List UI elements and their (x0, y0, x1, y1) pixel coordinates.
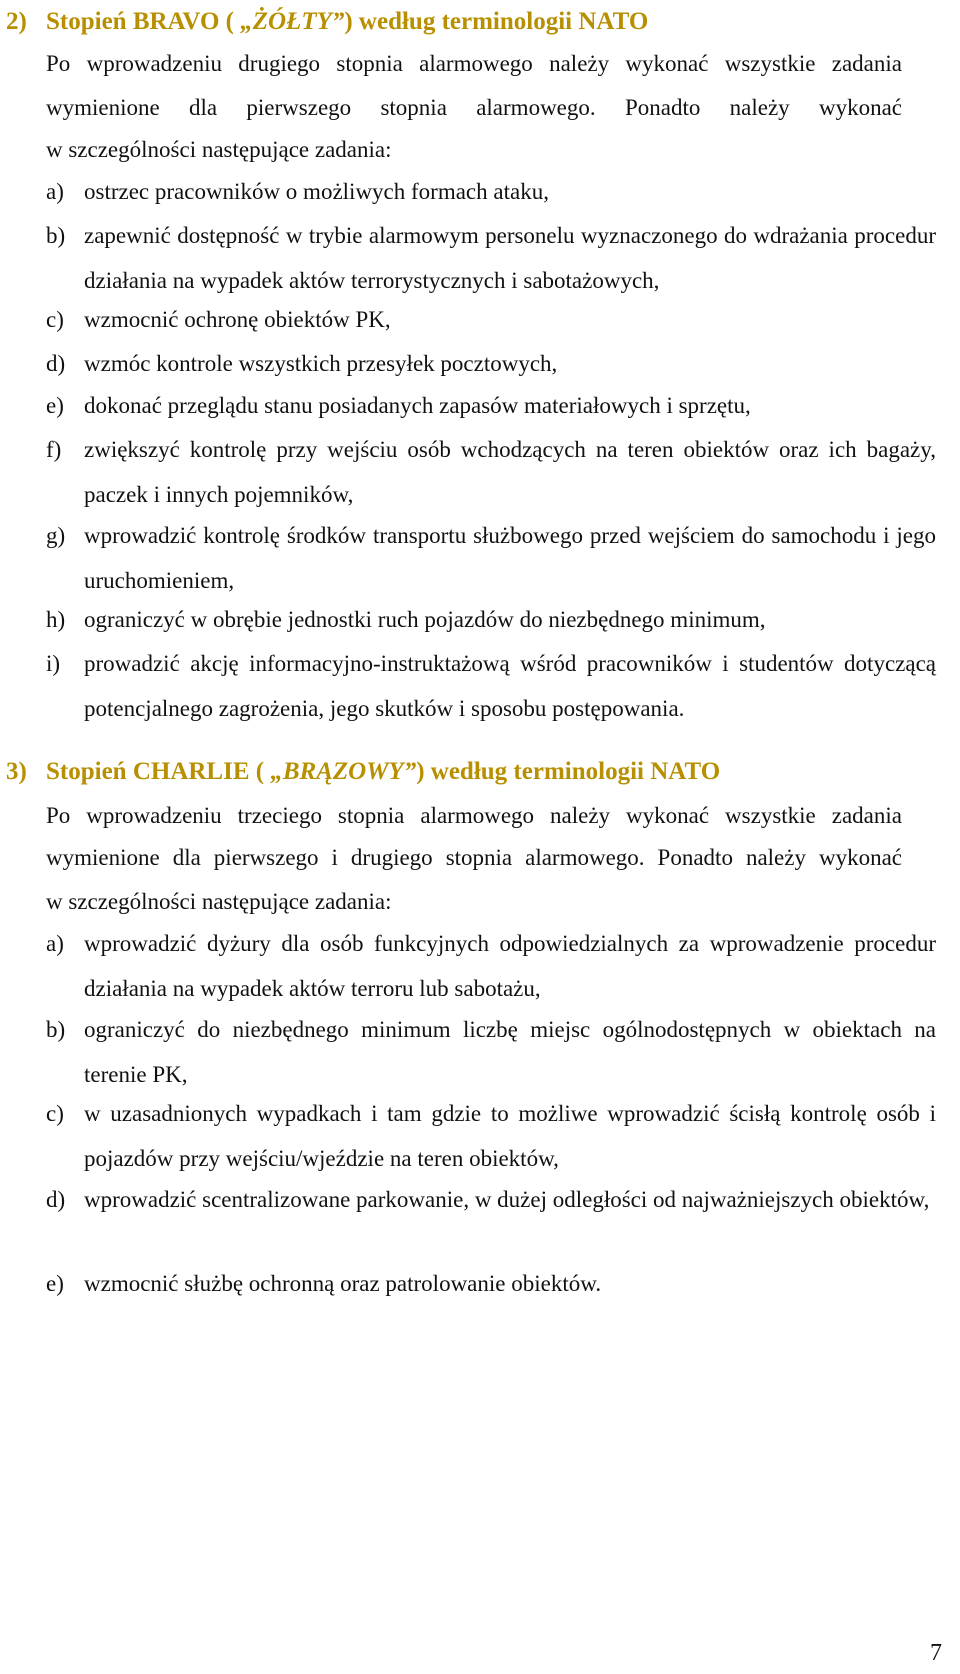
section-3-title-prefix: Stopień CHARLIE ( (46, 758, 271, 785)
item-label: c) (46, 307, 64, 332)
section-3-heading (6, 752, 720, 792)
item-text: wprowadzić kontrolę środków transportu służbowego przed wejściem do samochodu i jego uruchomieniem, (84, 523, 936, 593)
section-3-title-suffix: ) według terminologii NATO (416, 758, 721, 785)
section-3-item-b (46, 1008, 936, 1097)
item-text: ograniczyć w obrębie jednostki ruch pojazdów do niezbędnego minimum, (84, 607, 766, 632)
item-label: h) (46, 607, 66, 632)
item-text: ograniczyć do niezbędnego minimum liczbę miejsc ogólnodostępnych w obiektach na terenie PK, (84, 1017, 936, 1087)
section-3-item-e (46, 1262, 936, 1307)
item-label: f) (46, 437, 62, 462)
section-2-intro-line-2: wymienione dla pierwszego stopnia alarmowego. Ponadto należy wykonać (46, 95, 902, 120)
section-3-intro-line-3: w szczególności następujące zadania: (46, 889, 392, 914)
section-2-item-e (46, 384, 936, 429)
item-label: a) (46, 179, 64, 204)
item-text: wzmocnić służbę ochronną oraz patrolowanie obiektów. (84, 1271, 602, 1296)
section-2-item-h (46, 598, 936, 643)
item-text: wzmóc kontrole wszystkich przesyłek pocztowych, (84, 351, 558, 376)
item-label: a) (46, 931, 64, 956)
section-2-item-f (46, 428, 936, 517)
item-label: c) (46, 1101, 64, 1126)
item-text: wprowadzić dyżury dla osób funkcyjnych odpowiedzialnych za wprowadzenie procedur działania na wypadek aktów terroru lub sabotażu, (84, 931, 936, 1001)
section-3-item-d (46, 1178, 936, 1223)
section-3-number: 3) (6, 758, 27, 785)
item-text: wzmocnić ochronę obiektów PK, (84, 307, 391, 332)
section-2-intro-line-1: Po wprowadzeniu drugiego stopnia alarmowego należy wykonać wszystkie zadania (46, 51, 902, 76)
item-label: d) (46, 351, 66, 376)
item-label: b) (46, 1017, 66, 1042)
section-2-intro-line-3: w szczególności następujące zadania: (46, 137, 392, 162)
item-label: e) (46, 1271, 64, 1296)
item-text: wprowadzić scentralizowane parkowanie, w dużej odległości od najważniejszych obiektów, (84, 1187, 930, 1212)
page-number: 7 (930, 1640, 942, 1666)
section-2-number: 2) (6, 8, 27, 35)
section-3-item-c (46, 1092, 936, 1181)
item-text: dokonać przeglądu stanu posiadanych zapasów materiałowych i sprzętu, (84, 393, 751, 418)
item-text: w uzasadnionych wypadkach i tam gdzie to możliwe wprowadzić ścisłą kontrolę osób i pojazdów przy wejściu/wjeździe na teren obiektów, (84, 1101, 936, 1171)
item-text: zapewnić dostępność w trybie alarmowym personelu wyznaczonego do wdrażania procedur działania na wypadek aktów terrorystycznych i sabotażowych, (84, 223, 936, 293)
section-2-item-i (46, 642, 936, 731)
section-3-intro-line-2: wymienione dla pierwszego i drugiego stopnia alarmowego. Ponadto należy wykonać (46, 845, 902, 870)
section-2-item-d (46, 342, 936, 387)
section-2-title-prefix: Stopień BRAVO ( (46, 8, 241, 35)
section-3-intro-line-1: Po wprowadzeniu trzeciego stopnia alarmowego należy wykonać wszystkie zadania (46, 803, 902, 828)
item-label: e) (46, 393, 64, 418)
section-2-item-c (46, 298, 936, 343)
section-2-title-color: „ŻÓŁTY” (240, 8, 345, 35)
section-2-item-a (46, 170, 936, 215)
item-text: zwiększyć kontrolę przy wejściu osób wchodzących na teren obiektów oraz ich bagaży, paczek i innych pojemników, (84, 437, 936, 507)
item-label: d) (46, 1187, 66, 1212)
section-2-heading (6, 2, 648, 42)
item-text: ostrzec pracowników o możliwych formach ataku, (84, 179, 549, 204)
item-text: prowadzić akcję informacyjno-instruktażową wśród pracowników i studentów dotyczącą potencjalnego zagrożenia, jego skutków i sposobu postępowania. (84, 651, 936, 721)
section-2-title-suffix: ) według terminologii NATO (344, 8, 649, 35)
section-2-item-b (46, 214, 936, 303)
item-label: g) (46, 523, 66, 548)
section-3-title-color: „BRĄZOWY” (270, 758, 417, 785)
item-label: b) (46, 223, 66, 248)
item-label: i) (46, 651, 61, 676)
section-2-item-g (46, 514, 936, 603)
section-3-item-a (46, 922, 936, 1011)
